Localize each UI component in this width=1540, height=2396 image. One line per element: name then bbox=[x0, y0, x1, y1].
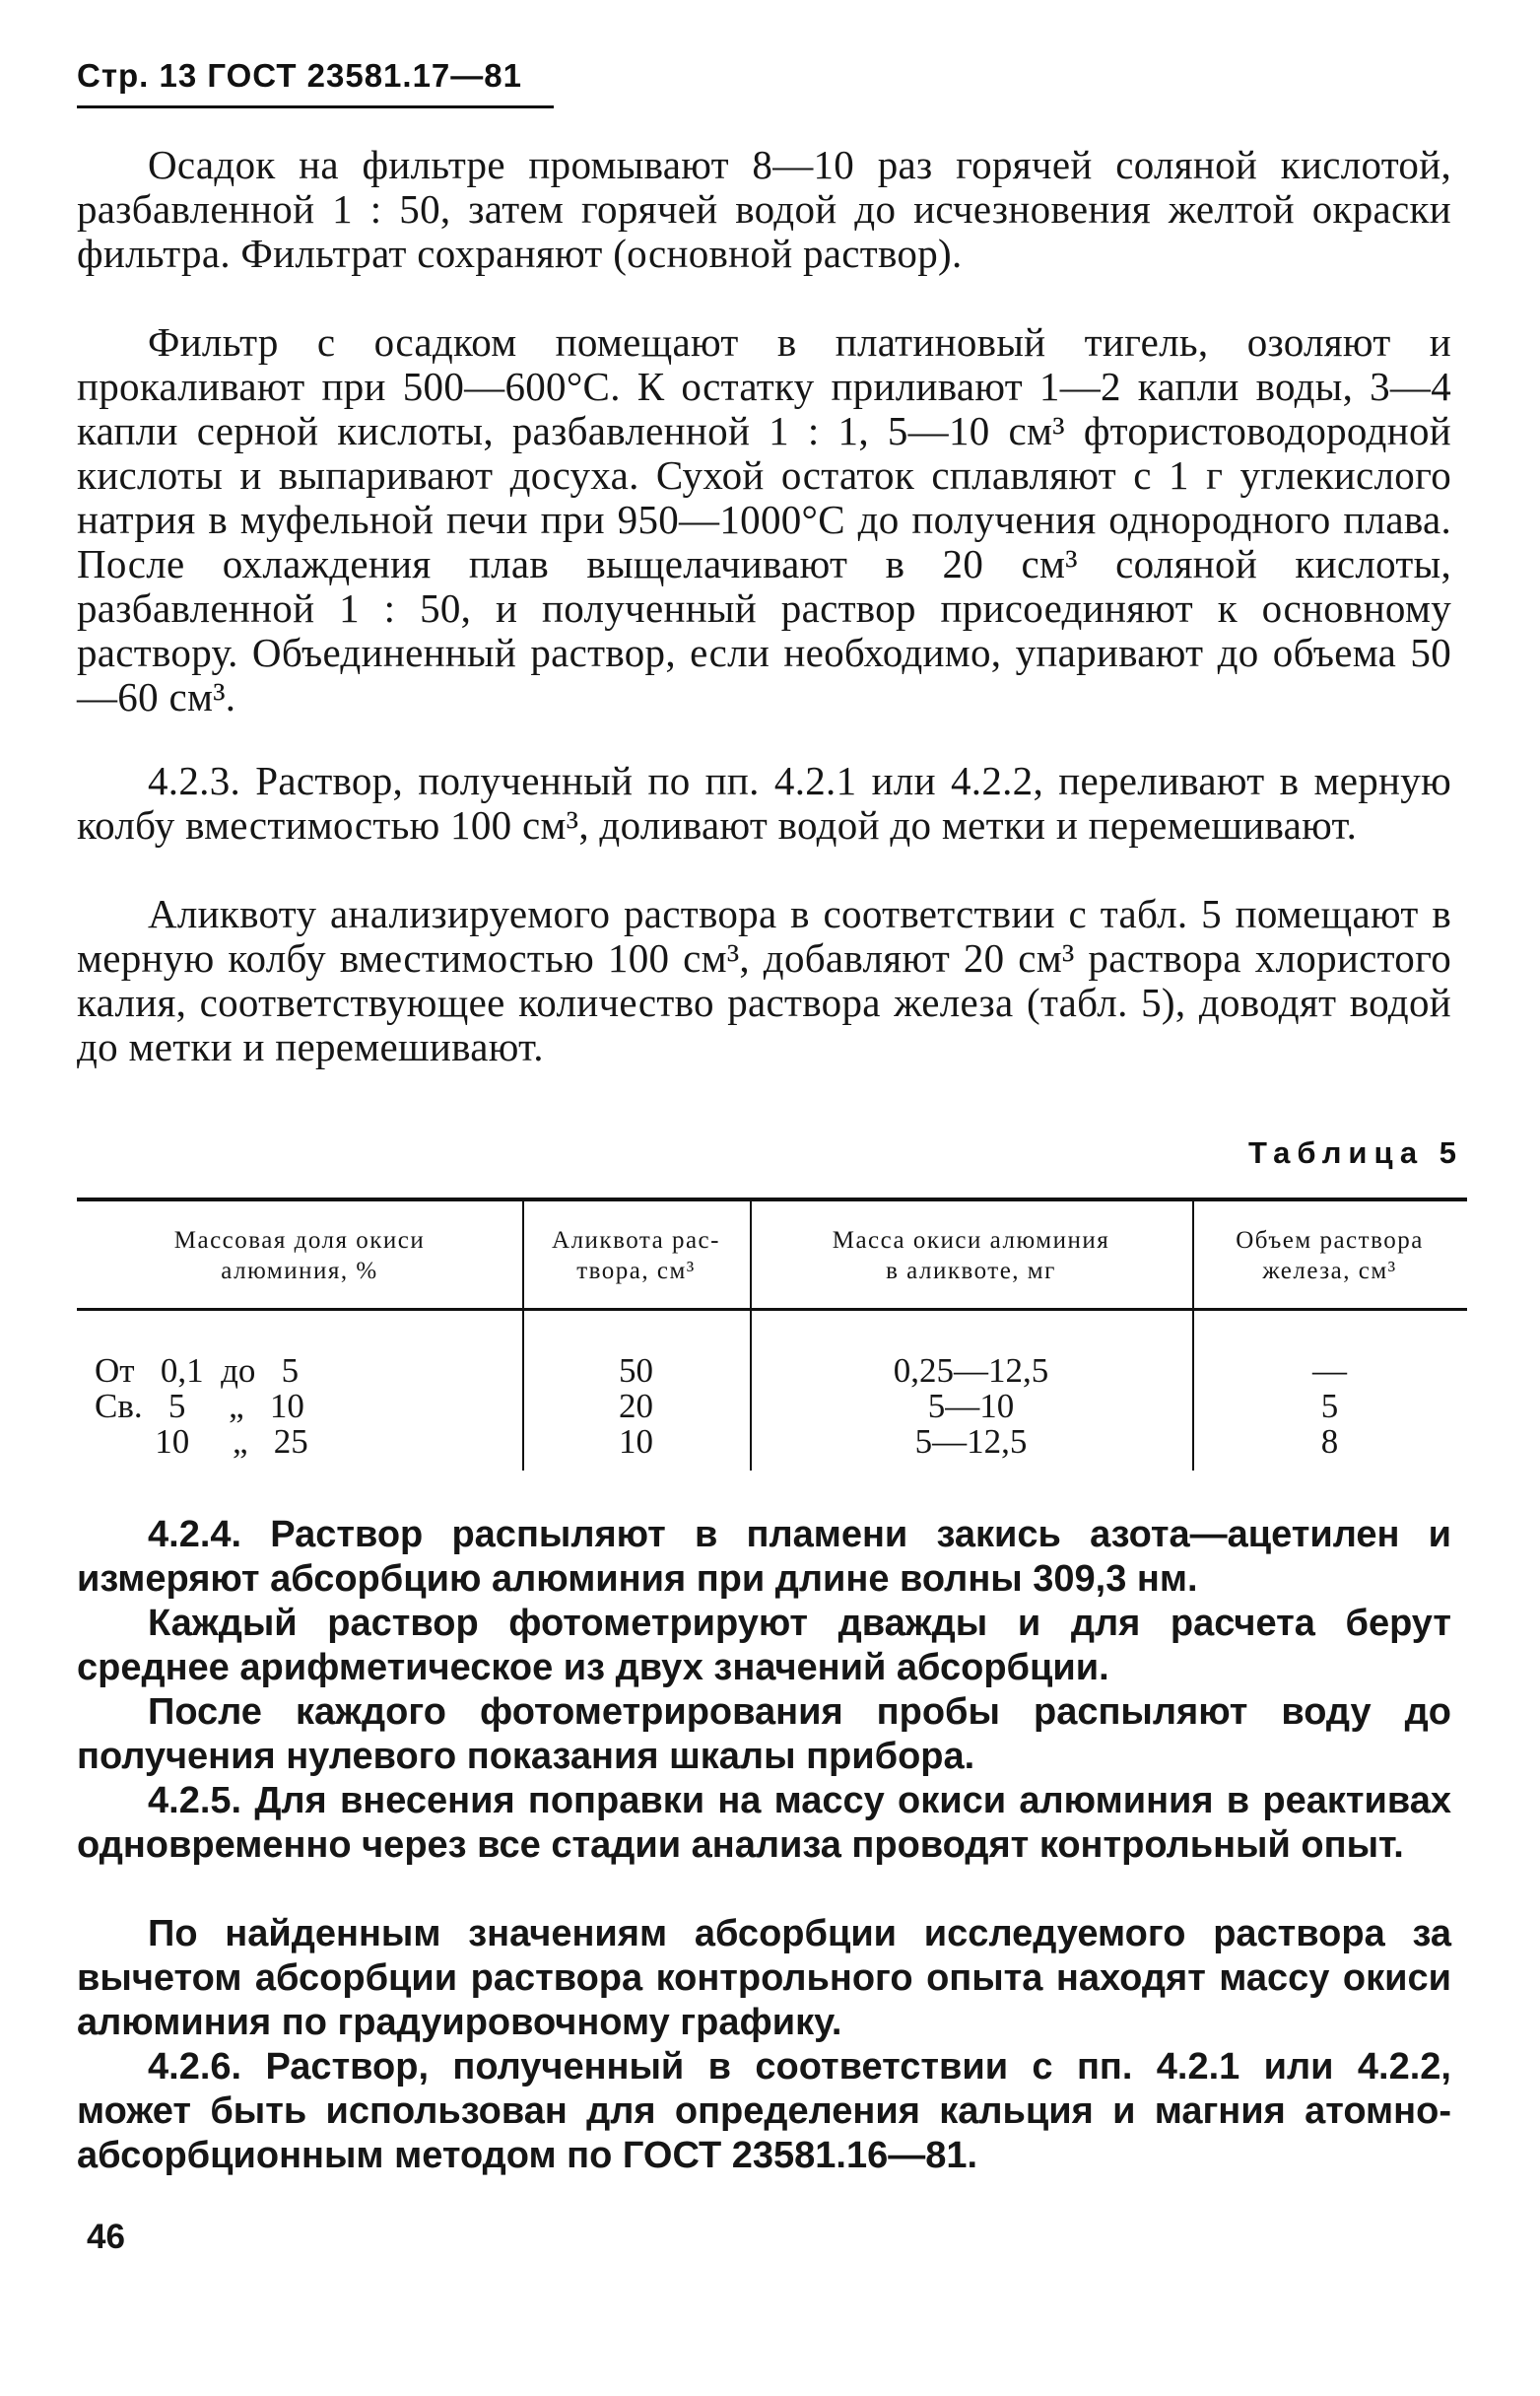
table-cell: 20 bbox=[619, 1387, 653, 1425]
table-col-mass bbox=[750, 1353, 1192, 1460]
header-line: твора, см³ bbox=[576, 1258, 696, 1284]
header-line: алюминия, % bbox=[221, 1258, 378, 1284]
paragraph-1: Осадок на фильтре промывают 8—10 раз горячей соляной кислотой, разбавленной 1 : 50, затем горячей водой до исчезновения желтой окраски фильтра. Фильтрат сохраняют (основной раствор). bbox=[77, 142, 1451, 276]
page-number: 46 bbox=[87, 2218, 125, 2256]
paragraph-8: 4.2.5. Для внесения поправки на массу окиси алюминия в реактивах одновременно через все стадии анализа проводят контрольный опыт. bbox=[77, 1780, 1451, 1866]
table-top-rule bbox=[77, 1198, 1467, 1201]
header-line: Масса окиси алюминия bbox=[832, 1227, 1110, 1254]
header-line: в аликвоте, мг bbox=[886, 1258, 1056, 1284]
table-col-range bbox=[95, 1353, 508, 1460]
table-header-mass-fraction bbox=[77, 1225, 522, 1286]
header-line: Массовая доля окиси bbox=[173, 1227, 426, 1254]
table-col-iron bbox=[1192, 1353, 1467, 1460]
table-cell: 5—12,5 bbox=[914, 1422, 1028, 1461]
table-col-aliquot bbox=[522, 1353, 750, 1460]
table-cell: 50 bbox=[619, 1351, 653, 1390]
table-cell: 10 „ 25 bbox=[95, 1422, 308, 1461]
header-line: железа, см³ bbox=[1262, 1258, 1397, 1284]
table-header-aliquot bbox=[522, 1225, 750, 1286]
table-cell: — bbox=[1312, 1351, 1347, 1390]
paragraph-4: Аликвоту анализируемого раствора в соответствии с табл. 5 помещают в мерную колбу вместимостью 100 см³, добавляют 20 см³ раствора хлористого калия, соответствующее количество раствора железа (табл. 5), доводят водой до метки и перемешивают. bbox=[77, 891, 1451, 1069]
paragraph-10: 4.2.6. Раствор, полученный в соответствии с пп. 4.2.1 или 4.2.2, может быть использован для определения кальция и магния атомно-абсорбционным методом по ГОСТ 23581.16—81. bbox=[77, 2046, 1451, 2176]
table-header-rule bbox=[77, 1308, 1467, 1311]
header-line: Объем раствора bbox=[1236, 1227, 1424, 1254]
paragraph-3: 4.2.3. Раствор, полученный по пп. 4.2.1 или 4.2.2, переливают в мерную колбу вместимостью 100 см³, доливают водой до метки и перемешивают. bbox=[77, 758, 1451, 848]
table-cell: 5 bbox=[1320, 1387, 1339, 1425]
table-header-iron-volume bbox=[1192, 1225, 1467, 1286]
table-cell: От 0,1 до 5 bbox=[95, 1351, 300, 1390]
table-cell: Св. 5 „ 10 bbox=[95, 1387, 304, 1425]
table-title: Таблица 5 bbox=[1247, 1135, 1463, 1170]
paragraph-6: Каждый раствор фотометрируют дважды и для расчета берут среднее арифметическое из двух значений абсорбции. bbox=[77, 1603, 1451, 1688]
paragraph-5: 4.2.4. Раствор распыляют в пламени закись азота—ацетилен и измеряют абсорбцию алюминия при длине волны 309,3 нм. bbox=[77, 1514, 1451, 1600]
data-table bbox=[77, 1198, 1467, 1473]
table-header-mass-oxide bbox=[750, 1225, 1192, 1286]
page-header: Стр. 13 ГОСТ 23581.17—81 bbox=[77, 57, 522, 94]
table-cell: 8 bbox=[1320, 1422, 1339, 1461]
table-cell: 5—10 bbox=[927, 1387, 1015, 1425]
paragraph-7: После каждого фотометрирования пробы распыляют воду до получения нулевого показания шкалы прибора. bbox=[77, 1691, 1451, 1777]
paragraph-2: Фильтр с осадком помещают в платиновый тигель, озоляют и прокаливают при 500—600°С. К остатку приливают 1—2 капли воды, 3—4 капли серной кислоты, разбавленной 1 : 1, 5—10 см³ фтористоводородной кислоты и выпаривают досуха. Сухой остаток сплавляют с 1 г углекислого натрия в муфельной печи при 950—1000°С до получения однородного плава. После охлаждения плав выщелачивают в 20 см³ соляной кислоты, разбавленной 1 : 50, и полученный раствор присоединяют к основному раствору. Объединенный раствор, если необходимо, упаривают до объема 50—60 см³. bbox=[77, 319, 1451, 719]
table-cell: 0,25—12,5 bbox=[893, 1351, 1049, 1390]
paragraph-9: По найденным значениям абсорбции исследуемого раствора за вычетом абсорбции раствора контрольного опыта находят массу окиси алюминия по градуировочному графику. bbox=[77, 1913, 1451, 2043]
header-rule bbox=[77, 105, 554, 108]
header-line: Аликвота рас- bbox=[552, 1227, 720, 1254]
table-cell: 10 bbox=[619, 1422, 653, 1461]
